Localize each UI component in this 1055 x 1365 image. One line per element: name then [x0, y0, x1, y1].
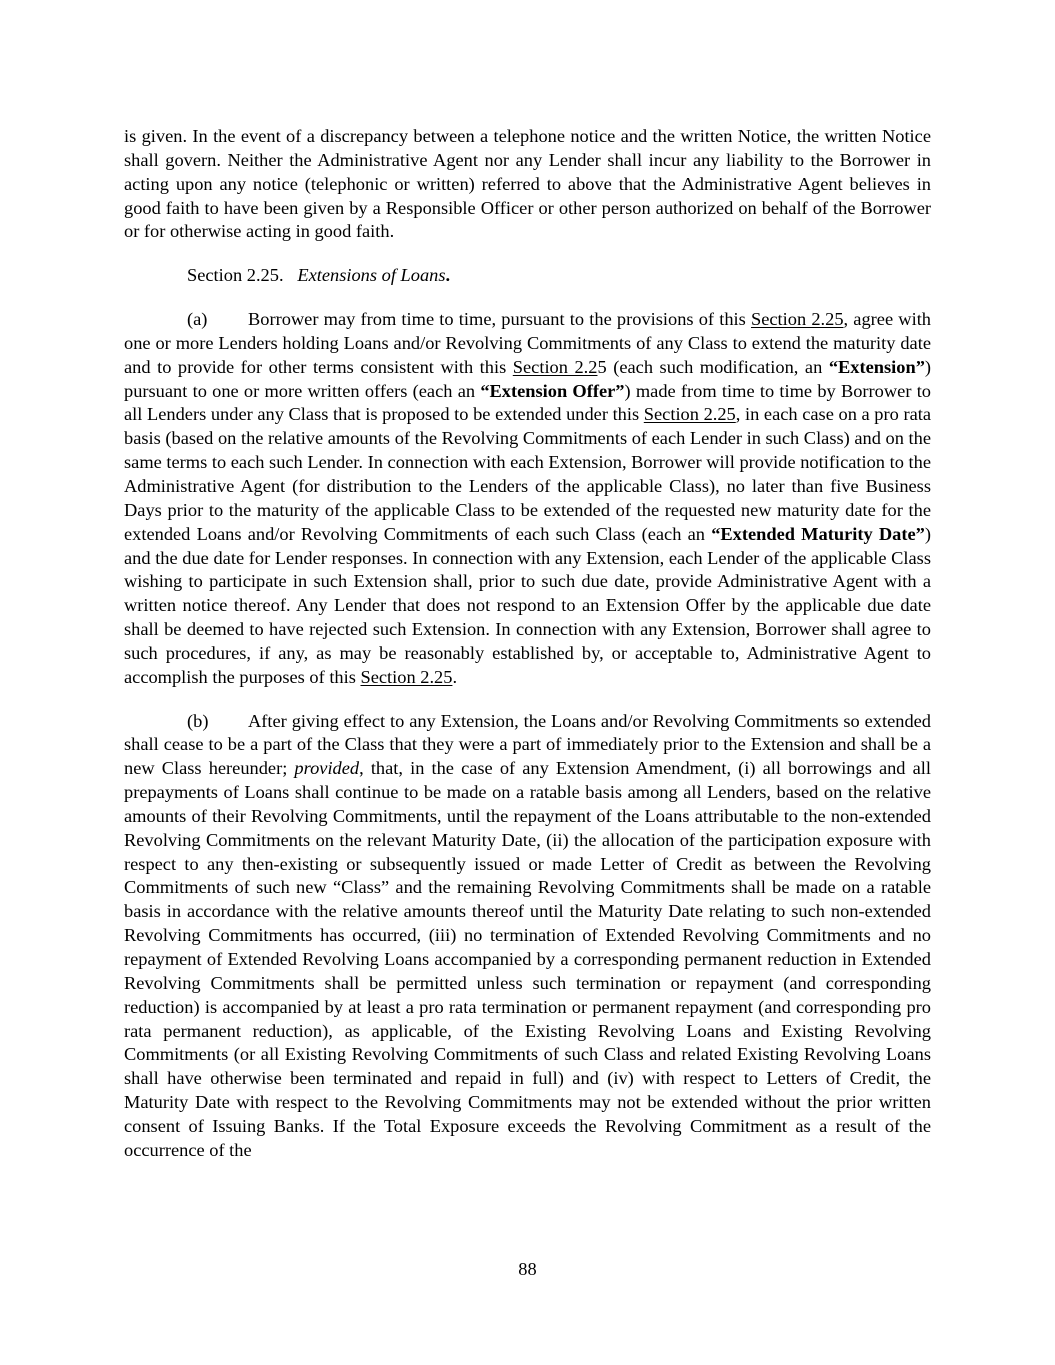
section-number: Section 2.25.: [187, 265, 284, 286]
text-run: , agree with one or more Lenders holding Loans and/or Revolving Commitments of any Class to extend the maturity date and to provide for other terms consistent with this: [124, 309, 931, 377]
paragraph-b: [124, 710, 931, 1163]
text-run: 5 (each such modification, an: [597, 356, 829, 377]
section-reference-link: Section 2.25: [360, 666, 453, 687]
section-title: Extensions of Loans: [297, 265, 446, 286]
paragraph-a: [124, 308, 931, 690]
section-heading: [124, 264, 931, 288]
section-reference-link: Section 2.25: [751, 309, 844, 330]
defined-term-extension-offer: “Extension Offer”: [480, 380, 625, 401]
text-run: After giving effect to any Extension, the Loans and/or Revolving Commitments so extended shall cease to be a part of the Class that they were a part of immediately prior to the Extension and shall be a new Class hereunder;: [124, 710, 931, 779]
text-run: ) pursuant to one or more written offers (each an: [124, 356, 932, 401]
text-run: , in each case on a pro rata basis (based on the relative amounts of the Revolving Commitments of each Lender in such Class) and on the same terms to each such Lender. In connection with each Extension, Borrower will provide notification to the Administrative Agent (for distribution to the Lenders of the applicable Class), no later than five Business Days prior to the maturity of the applicable Class to be extended of the requested new maturity date for the extended Loans and/or Revolving Commitments of each such Class (each an: [124, 404, 931, 544]
text-run: Borrower may from time to time, pursuant to the provisions of this: [248, 309, 751, 330]
section-reference-link: Section 2.2: [512, 356, 598, 377]
italic-term-provided: provided: [294, 758, 360, 779]
defined-term-extended-maturity-date: “Extended Maturity Date”: [711, 523, 925, 544]
text-run: , that, in the case of any Extension Amendment, (i) all borrowings and all prepayments of Loans shall continue to be made on a ratable basis among all Lenders, based on the relative amounts of their Revolving Commitments, until the repayment of the Loans attributable to the non-extended Revolving Commitments on the relevant Maturity Date, (ii) the allocation of the participation exposure with respect to any then-existing or subsequently issued or made Letter of Credit as between the Revolving Commitments of such new “Class” and the remaining Revolving Commitments shall be made on a ratable basis in accordance with the relative amounts thereof until the Maturity Date relating to such non-extended Revolving Commitments has occurred, (iii) no termination of Extended Revolving Commitments and no repayment of Extended Revolving Loans accompanied by a corresponding permanent reduction in Extended Revolving Commitments shall be permitted unless such termination or repayment (and corresponding reduction) is accompanied by at least a pro rata termination or permanent repayment (and corresponding pro rata permanent reduction), as applicable, of the Existing Revolving Loans and Existing Revolving Commitments (or all Existing Revolving Commitments of such Class and related Existing Revolving Loans shall have otherwise been terminated and repaid in full) and (iv) with respect to Letters of Credit, the Maturity Date with respect to the Revolving Commitments may not be extended without the prior written consent of Issuing Banks. If the Total Exposure exceeds the Revolving Commitment as a result of the occurrence of the: [124, 758, 931, 1160]
section-reference-link: Section 2.25: [643, 404, 736, 425]
text-run: .: [452, 666, 458, 687]
paragraph-a-label: (a): [187, 309, 208, 330]
text-run: ) and the due date for Lender responses. In connection with any Extension, each Lender of the applicable Class wishing to participate in such Extension shall, prior to such due date, provide Administrative Agent with a written notice thereof. Any Lender that does not respond to an Extension Offer by the applicable due date shall be deemed to have rejected such Extension. In connection with any Extension, Borrower shall agree to such procedures, if any, as may be reasonably established by, or acceptable to, Administrative Agent to accomplish the purposes of this: [124, 523, 931, 687]
intro-paragraph: is given. In the event of a discrepancy between a telephone notice and the written Notice, the written Notice shall govern. Neither the Administrative Agent nor any Lender shall incur any liability to the Borrower in acting upon any notice (telephonic or written) referred to above that the Administrative Agent believes in good faith to have been given by a Responsible Officer or other person authorized on behalf of the Borrower or for otherwise acting in good faith.: [124, 126, 931, 242]
section-title-period: .: [445, 265, 451, 286]
page-number: 88: [518, 1259, 537, 1279]
text-run: ) made from time to time by Borrower to all Lenders under any Class that is proposed to be extended under this: [124, 380, 931, 425]
document-page: [124, 125, 931, 1163]
defined-term-extension: “Extension”: [828, 356, 925, 377]
paragraph-b-label: (b): [187, 710, 209, 731]
